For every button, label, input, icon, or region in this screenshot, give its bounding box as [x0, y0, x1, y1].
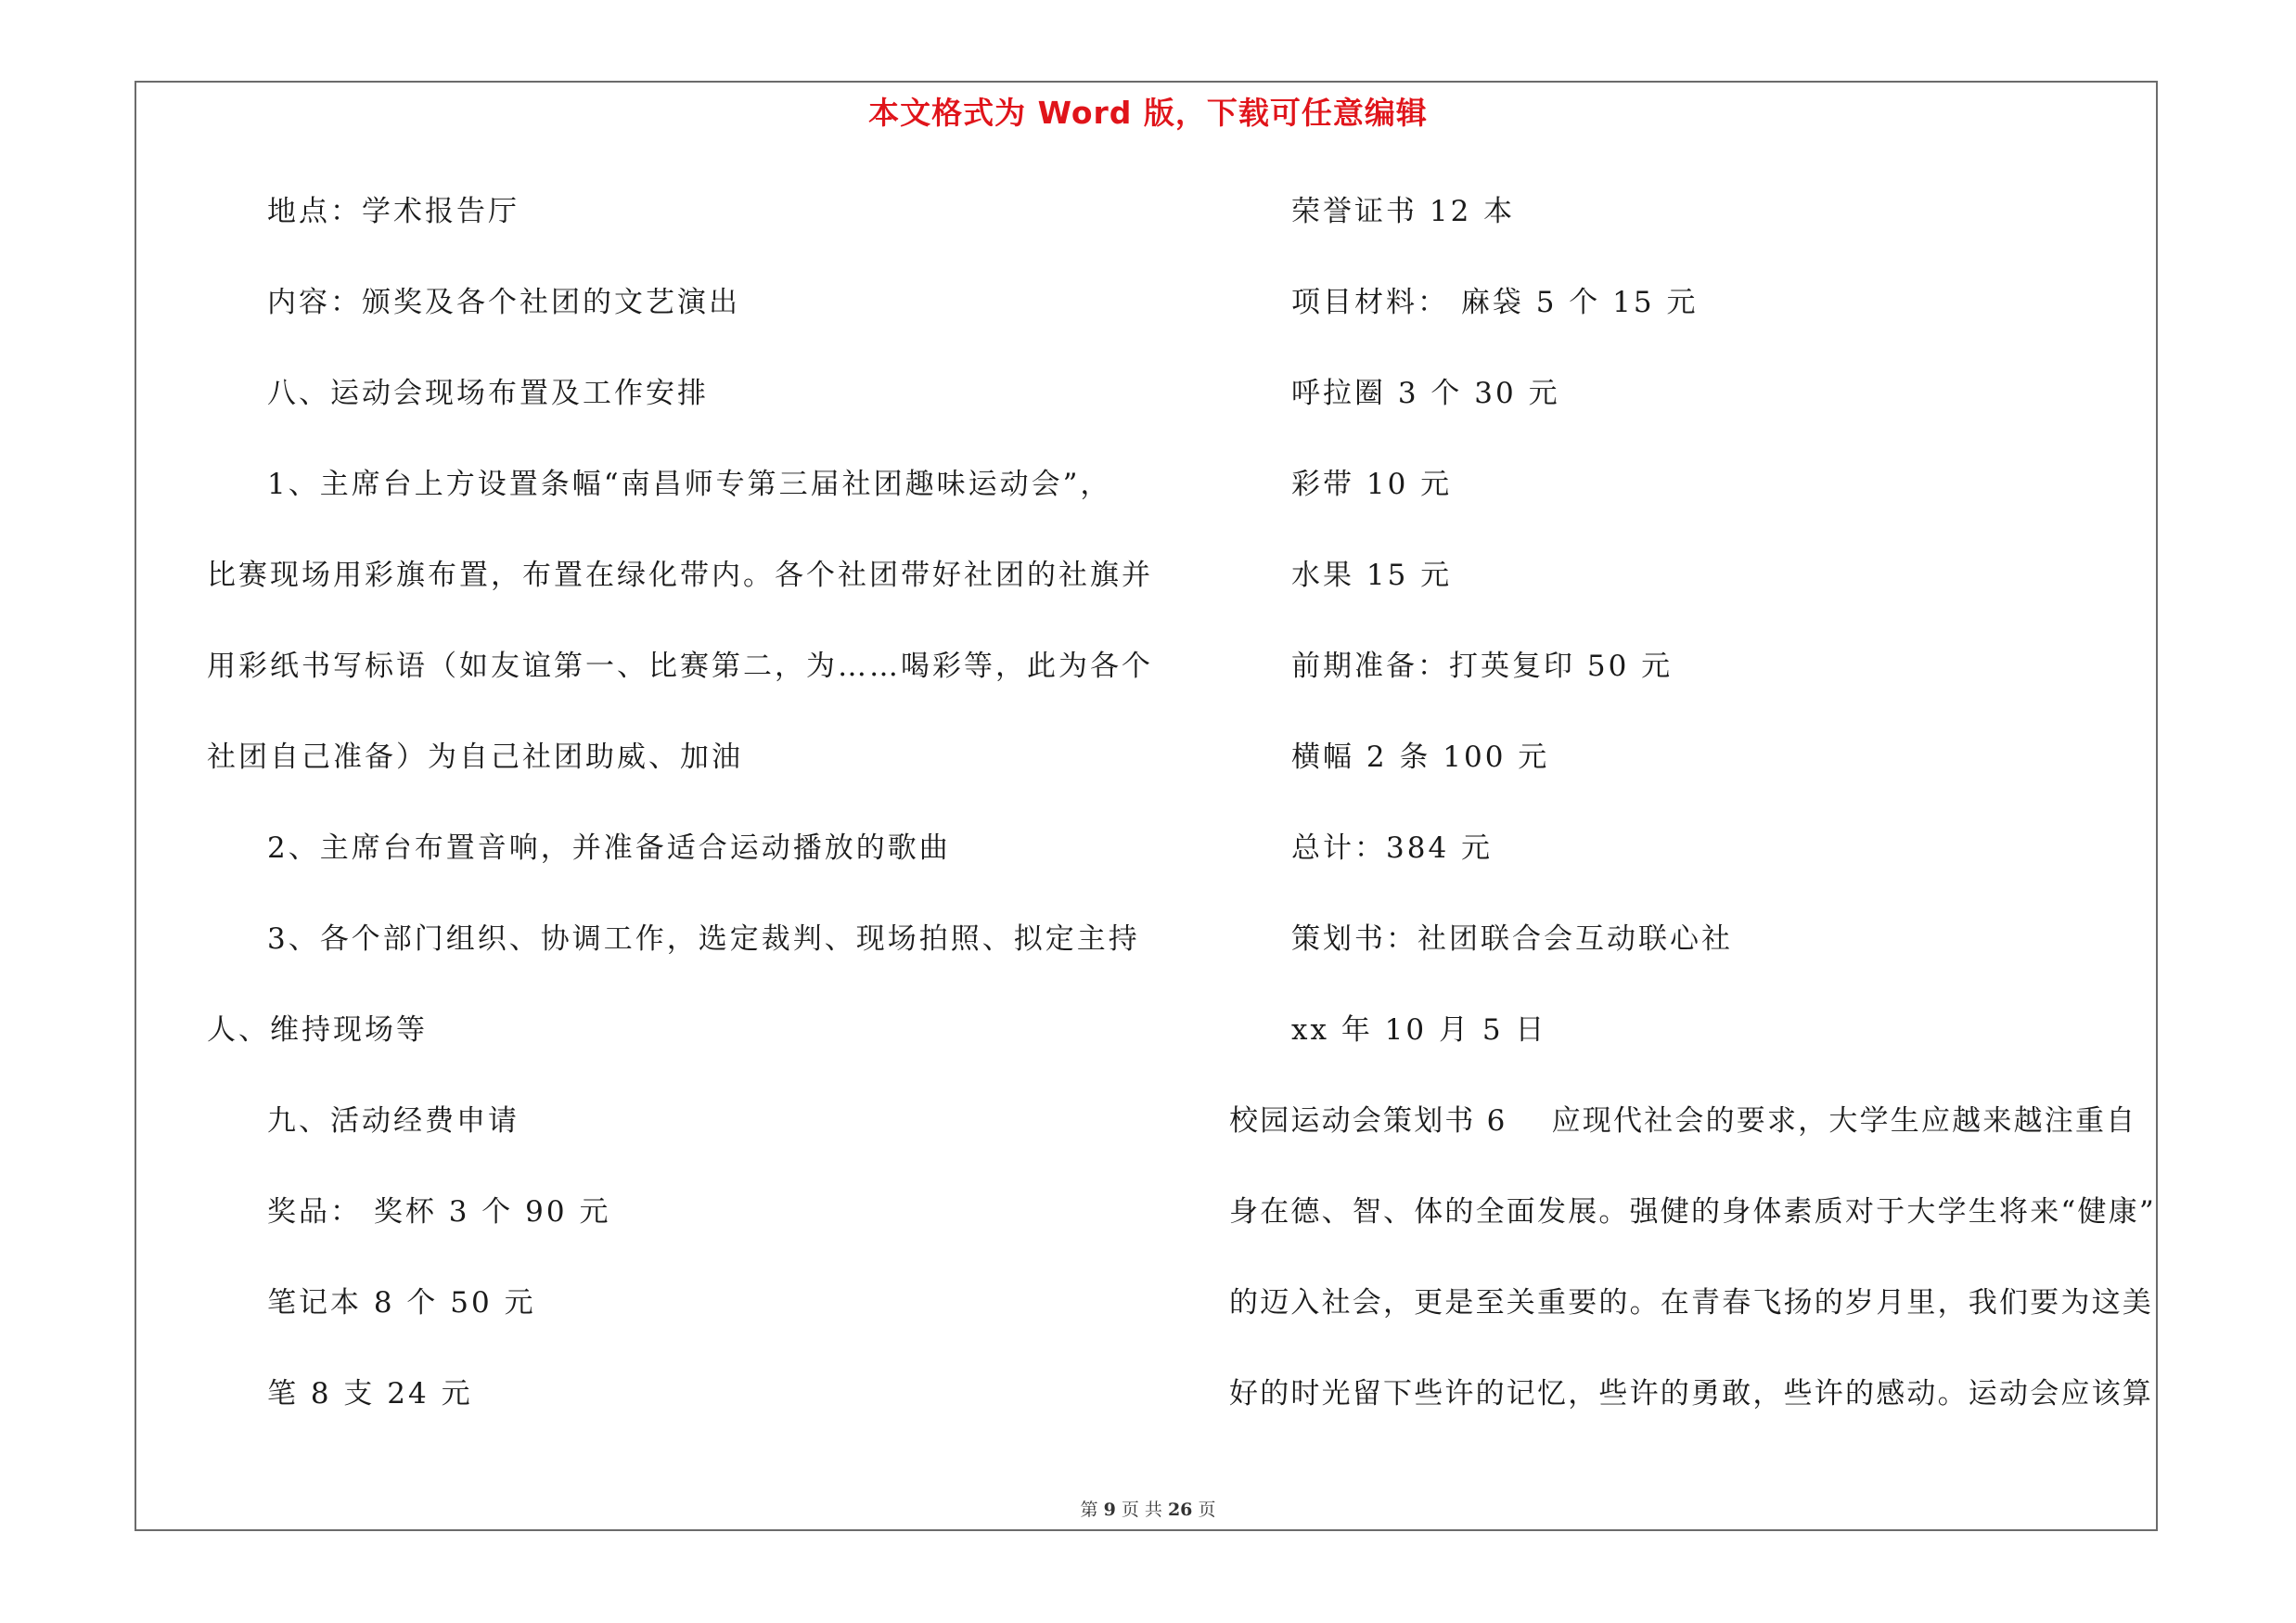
date-line: xx 年 10 月 5 日	[1291, 1013, 1547, 1047]
footer-prefix: 第	[1080, 1500, 1098, 1520]
budget-sack-line: 项目材料： 麻袋 5 个 15 元	[1291, 286, 1699, 319]
footer-suffix: 页	[1198, 1500, 1216, 1520]
arrangement-3-line-2: 人、维持现场等	[207, 1013, 428, 1047]
format-banner: 本文格式为 Word 版，下载可任意编辑	[868, 95, 1428, 131]
plan-six-first-line	[1229, 1102, 2150, 1140]
plan-six-line-3: 的迈入社会，更是至关重要的。在青春飞扬的岁月里，我们要为这美	[1229, 1286, 2153, 1320]
arrangement-1-line-2: 比赛现场用彩旗布置，布置在绿化带内。各个社团带好社团的社旗并	[207, 559, 1153, 592]
arrangement-1-line-4: 社团自己准备）为自己社团助威、加油	[207, 741, 743, 774]
plan-six-heading: 校园运动会策划书 6	[1229, 1104, 1507, 1138]
footer-current-page: 9	[1103, 1500, 1116, 1520]
section-eight-heading: 八、运动会现场布置及工作安排	[267, 377, 709, 410]
content-line: 内容：颁奖及各个社团的文艺演出	[267, 286, 740, 319]
budget-banner-line: 横幅 2 条 100 元	[1291, 741, 1550, 774]
arrangement-2-line: 2、主席台布置音响，并准备适合运动播放的歌曲	[267, 831, 951, 865]
budget-ribbon-line: 彩带 10 元	[1291, 468, 1453, 501]
budget-notebook-line: 笔记本 8 个 50 元	[267, 1286, 536, 1320]
budget-pen-line: 笔 8 支 24 元	[267, 1377, 473, 1410]
planner-line: 策划书：社团联合会互动联心社	[1291, 922, 1733, 956]
budget-certificate-line: 荣誉证书 12 本	[1291, 195, 1516, 228]
budget-trophy-line: 奖品： 奖杯 3 个 90 元	[267, 1195, 611, 1229]
plan-six-first-line-text: 应现代社会的要求，大学生应越来越注重自	[1551, 1104, 2137, 1138]
page-number-footer	[0, 1496, 2296, 1521]
footer-total-pages: 26	[1167, 1500, 1193, 1520]
plan-six-line-2: 身在德、智、体的全面发展。强健的身体素质对于大学生将来“健康”	[1229, 1195, 2156, 1229]
arrangement-1-line-3: 用彩纸书写标语（如友谊第一、比赛第二，为……喝彩等，此为各个	[207, 650, 1153, 683]
plan-six-line-4: 好的时光留下些许的记忆，些许的勇敢，些许的感动。运动会应该算	[1229, 1377, 2153, 1410]
budget-printing-line: 前期准备：打英复印 50 元	[1291, 650, 1674, 683]
budget-hoop-line: 呼拉圈 3 个 30 元	[1291, 377, 1560, 410]
footer-middle: 页 共	[1121, 1500, 1162, 1520]
arrangement-1-line-1: 1、主席台上方设置条幅“南昌师专第三届社团趣味运动会”，	[267, 468, 1112, 501]
venue-line: 地点：学术报告厅	[267, 195, 519, 228]
budget-total-line: 总计：384 元	[1291, 831, 1494, 865]
budget-fruit-line: 水果 15 元	[1291, 559, 1453, 592]
arrangement-3-line-1: 3、各个部门组织、协调工作，选定裁判、现场拍照、拟定主持	[267, 922, 1140, 956]
section-nine-heading: 九、活动经费申请	[267, 1104, 519, 1138]
